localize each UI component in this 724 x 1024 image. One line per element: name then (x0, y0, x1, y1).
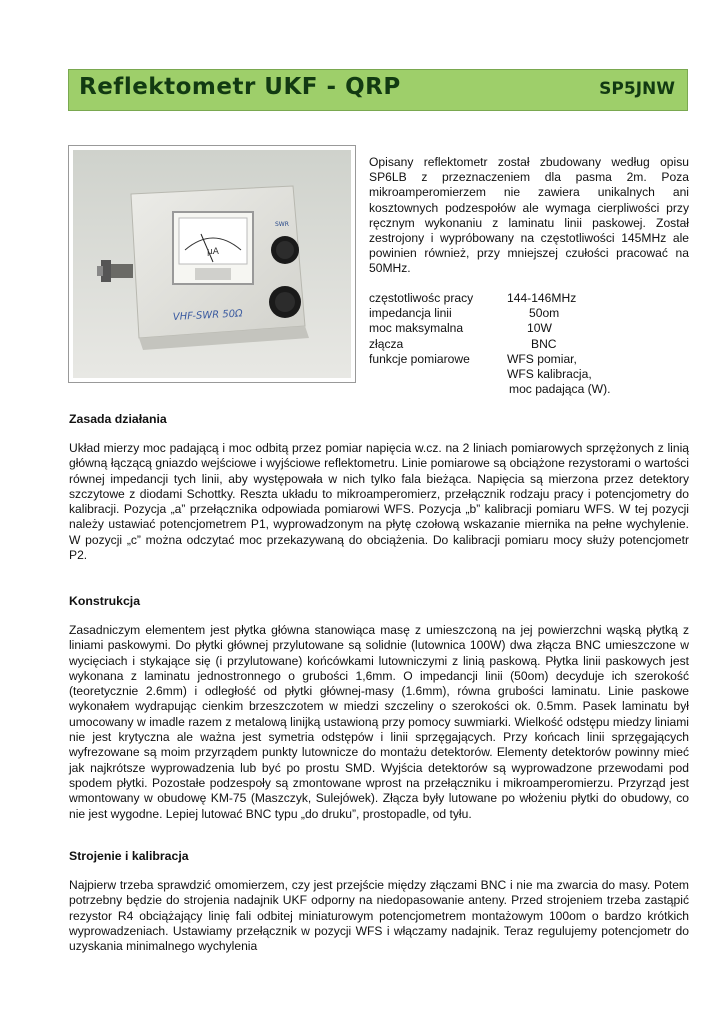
title-banner (68, 69, 688, 111)
spec-row (369, 352, 689, 367)
strojenie-paragraph: Najpierw trzeba sprawdzić omomierzem, czy jest przejście między złączami BNC i nie ma zwarcia do masy. Potem potrzebny będzie do strojenia nadajnik UKF odporny na niedopasowanie anteny. Przed strojeniem trzeba zastąpić rezystor R4 obciążający linię fali odbitej miniaturowym potencjometrem montażowym 100om o bardzo krótkich wyprowadzeniach. Ustawiamy przełącznik w pozycji WFS i włączamy nadajnik. Teraz regulujemy potencjometr do uzyskania minimalnego wychylenia (69, 878, 689, 954)
section-title-zasada: Zasada działania (69, 412, 167, 426)
spec-value: WFS pomiar, (507, 351, 577, 366)
box-label: VHF-SWR 50Ω (172, 308, 243, 323)
spec-row (369, 367, 689, 382)
section-title-konstrukcja: Konstrukcja (69, 594, 141, 608)
intro-paragraph: Opisany reflektometr został zbudowany według opisu SP6LB z przeznaczeniem dla pasma 2m. Poza mikroamperomierzem nie zawiera unikalnych ani kosztownych podzespołów ale wymaga cierpliwości przy ręcznym wykonaniu z laminatu linii paskowej. Został zestrojony i wypróbowany na częstotliwości 145MHz ale powinien również, przy mniejszej czułości pracować na 50MHz. (369, 155, 689, 276)
spec-row (369, 321, 689, 336)
spec-value: WFS kalibracja, (507, 366, 592, 381)
page-title: Reflektometr UKF - QRP (79, 74, 401, 100)
meter-unit-label: µA (207, 247, 219, 257)
spec-value: BNC (531, 336, 557, 351)
spec-value: 144-146MHz (507, 291, 577, 305)
reflectometer-illustration (73, 150, 351, 378)
spec-value: moc padająca (W). (509, 382, 611, 397)
konstrukcja-paragraph: Zasadniczym elementem jest płytka główna stanowiąca masę z umieszczoną na jej powierzchni wąską płytką z liniami paskowymi. Do płytki głównej przylutowane są solidnie (lutownica 100W) dwa złącza BNC umieszczone w wycięciach i stykające się (i przylutowane) końcówkami lutowniczymi z linią paskową. Płytka linii paskowych jest wykonana z laminatu jednostronnego o grubości 1,6mm. O impedancji linii (50om) decyduje ich szerokość (teoretycznie 2.6mm) i odległość od płytki głównej-masy (1.6mm), równa grubości laminatu. Linie paskowe wykonałem wydrapując cienkim brzeszczotem w miedzi szczeliny o szerokości ok. 0.5mm. Pasek laminatu był umocowany w imadle razem z metalową linijką ustawioną przy pomocy suwmiarki. Wielkość odstępu miedzy liniami nie jest krytyczna ale ważna jest symetria odstępów i linii sprzęgających. Przy końcach linii sprzęgających wyfrezowane są moim przyrządem punkty lutownicze do montażu detektorów. Elementy detektorów powinny mieć jak najkrótsze wyprowadzenia lub być po prostu SMD. Wyjścia detektorów są wyprowadzone przewodami pod spodem płytki. Pozostałe podzespoły są zmontowane wprost na przełączniku i mikroamperomierzu. Przyrząd jest wmontowany w obudowę KM-75 (Maszczyk, Sulejówek). Złącza były lutowane po włożeniu płytki do obudowy, co nie jest wygodne. Lepiej lutować BNC typu „do druku”, prostopadle, od tyłu. (69, 623, 689, 821)
spec-label: złącza (369, 336, 404, 351)
spec-value: 50om (529, 306, 560, 321)
zasada-paragraph: Układ mierzy moc padającą i moc odbitą przez pomiar napięcia w.cz. na 2 liniach pomiarowych sprzężonych z linią główną łączącą gniazdo wejściowe i wyjściowe reflektometru. Linie pomiarowe są obciążone rezystorami o wartości równej impedancji tych linii, aby występowała w nich tylko fala bieżąca. Napięcia są mierzona przez detektory szczytowe z diodami Schottky. Reszta układu to mikroamperomierz, przełącznik rodzaju pracy i potencjometry do kalibracji. Pozycja „a” przełącznika odpowiada pomiarowi WFS. Pozycja „b” kalibracji pomiaru WFS. W tej pozycji należy ustawiać potencjometrem P1, wyprowadzonym na płytę czołową wskazanie miernika na pełne wychylenie. W pozycji „c” można odczytać moc przekazywaną do obciążenia. Do kalibracji pomiaru mocy służy potencjometr P2. (69, 441, 689, 563)
spec-row (369, 306, 689, 321)
spec-row (369, 291, 689, 306)
spec-label: moc maksymalna (369, 321, 464, 336)
spec-label: częstotliwośc pracy (369, 291, 474, 305)
spec-table (369, 291, 689, 397)
knob-label: SWR (275, 221, 289, 228)
spec-label: impedancja linii (369, 306, 452, 321)
section-title-strojenie: Strojenie i kalibracja (69, 849, 189, 863)
spec-row (369, 337, 689, 352)
spec-label: funkcje pomiarowe (369, 351, 470, 366)
spec-label (369, 367, 507, 382)
spec-value: 10W (527, 321, 552, 336)
spec-label (369, 382, 507, 397)
device-photo (68, 145, 356, 383)
author-callsign: SP5JNW (599, 79, 675, 99)
spec-row (369, 382, 689, 397)
